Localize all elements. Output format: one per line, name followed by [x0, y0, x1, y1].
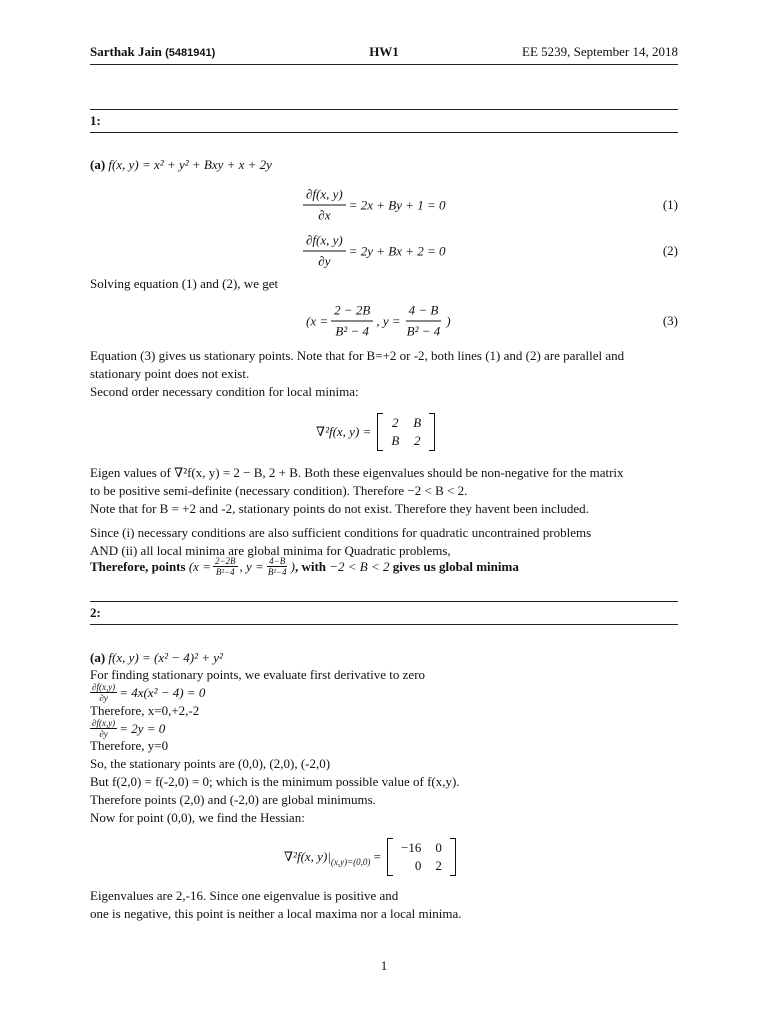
concl-y-fraction: $\frac{4-B}{\text{B²−4}}$ — [267, 556, 287, 577]
hessian-2: ∇²f(x, y)| (x,y)=(0,0) = −16 0 0 2 — [90, 837, 678, 877]
section-2-rule-bottom — [90, 624, 678, 625]
s2-line-1: For finding stationary points, we evaluate first derivative to zero — [90, 667, 426, 682]
hessian-1-matrix: 2 B B 2 — [377, 413, 435, 451]
s2-line-9: one is negative, this point is neither a local maxima nor a local minima. — [90, 906, 462, 921]
section-2-rule-top — [90, 601, 678, 602]
eq3-tag: (3) — [662, 313, 678, 328]
hessian-2-matrix: −16 0 0 2 — [387, 838, 456, 876]
s1-since-1: Since (i) necessary conditions are also sufficient conditions for quadratic uncontrained problems — [90, 525, 592, 540]
eq3-x-fraction: $\frac{2 - 2B}{\text{B² − 4}}$ — [331, 303, 373, 340]
page-number: 1 — [380, 958, 388, 973]
s1-text-1: Equation (3) gives us stationary points. Note that for B=+2 or -2, both lines (1) and (2) are parallel and — [90, 348, 625, 363]
s2-line-5: But f(2,0) = f(-2,0) = 0; which is the minimum possible value of f(x,y). — [90, 774, 460, 789]
s2-derivative-2: $\frac{\partial f(x,y)}{\partial y}$ = 2y = 0 — [92, 718, 166, 739]
eq2-rhs: = 2y + Bx + 2 = 0 — [348, 243, 446, 258]
concl-x-fraction: $\frac{2-2B}{\text{B²−4}}$ — [214, 556, 236, 577]
s2-part-a-label: (a) — [90, 650, 106, 665]
section-1-rule-top — [90, 109, 678, 110]
eq1-tag: (1) — [662, 197, 678, 212]
s2-derivative-1: $\frac{\partial f(x,y)}{\partial y}$ = 4x(x² − 4) = 0 — [92, 682, 206, 703]
section-1-rule-bottom — [90, 132, 678, 133]
eq2-fraction: $\frac{\partial f(x, y)}{\partial y}$ — [303, 233, 346, 270]
section-2-title: 2: — [90, 605, 101, 620]
s2-function: f(x, y) = (x² − 4)² + y² — [108, 650, 223, 665]
hessian-2-subscript: (x,y)=(0,0) — [330, 857, 371, 867]
s1-part-a-label: (a) — [90, 157, 106, 172]
s1-since-2: AND (ii) all local minima are global minima for Quadratic problems, — [90, 543, 451, 558]
s1-eigen-1: Eigen values of ∇²f(x, y) = 2 − B, 2 + B. Both these eigenvalues should be non-negative for the matrix — [90, 465, 624, 480]
course-date: EE 5239, September 14, 2018 — [522, 44, 678, 59]
s2-line-4: So, the stationary points are (0,0), (2,0), (-2,0) — [90, 756, 331, 771]
hessian-1-lhs: ∇²f(x, y) = — [316, 424, 372, 439]
eq1-fraction: $\frac{\partial f(x, y)}{\partial x}$ — [303, 187, 346, 224]
author-name: Sarthak Jain — [90, 44, 162, 59]
s1-text-3: Second order necessary condition for local minima: — [90, 384, 359, 399]
s1-eigen-3: Note that for B = +2 and -2, stationary points do not exist. Therefore they havent been included. — [90, 501, 589, 516]
s1-conclusion: Therefore, points (x = $\frac{2-2B}{\text{B²−4}}$ , y = $\frac{4-B}{\text{B²−4}}$ ) , with −2 < B < 2 gives us global minima — [90, 556, 519, 577]
s2-part-a — [90, 650, 678, 666]
section-1-title: 1: — [90, 113, 101, 128]
student-id: (5481941) — [165, 47, 216, 59]
s2-d2-fraction: $\frac{\partial f(x,y)}{\partial y}$ — [92, 718, 116, 739]
header-rule — [90, 64, 678, 65]
eq3-y-fraction: $\frac{4 - B}{\text{B² − 4}}$ — [406, 302, 441, 339]
document-title: HW1 — [369, 44, 399, 59]
s2-line-3: Therefore, y=0 — [90, 738, 169, 753]
s2-d1-fraction: $\frac{\partial f(x,y)}{\partial y}$ — [92, 682, 116, 703]
hessian-2-lhs: ∇²f(x, y)| — [284, 849, 331, 864]
s1-part-a — [90, 157, 678, 173]
s1-solving-text: Solving equation (1) and (2), we get — [90, 276, 279, 291]
equation-2 — [90, 231, 678, 271]
s2-line-7: Now for point (0,0), we find the Hessian: — [90, 810, 305, 825]
s2-line-8: Eigenvalues are 2,-16. Since one eigenvalue is positive and — [90, 888, 399, 903]
s2-line-6: Therefore points (2,0) and (-2,0) are global minimums. — [90, 792, 376, 807]
s1-text-2: stationary point does not exist. — [90, 366, 250, 381]
page-header — [90, 44, 678, 64]
s1-function: f(x, y) = x² + y² + Bxy + x + 2y — [108, 157, 272, 172]
hessian-1 — [90, 412, 678, 452]
eq2-tag: (2) — [662, 243, 678, 258]
s2-line-2: Therefore, x=0,+2,-2 — [90, 703, 200, 718]
s1-eigen-2: to be positive semi-definite (necessary condition). Therefore −2 < B < 2. — [90, 483, 468, 498]
equation-3: (x = $\frac{2 - 2B}{\text{B² − 4}}$ , y = $\frac{4 - B}{\text{B² − 4}}$ ) (3) — [306, 302, 678, 339]
eq1-rhs: = 2x + By + 1 = 0 — [348, 197, 446, 212]
equation-1 — [90, 185, 678, 225]
